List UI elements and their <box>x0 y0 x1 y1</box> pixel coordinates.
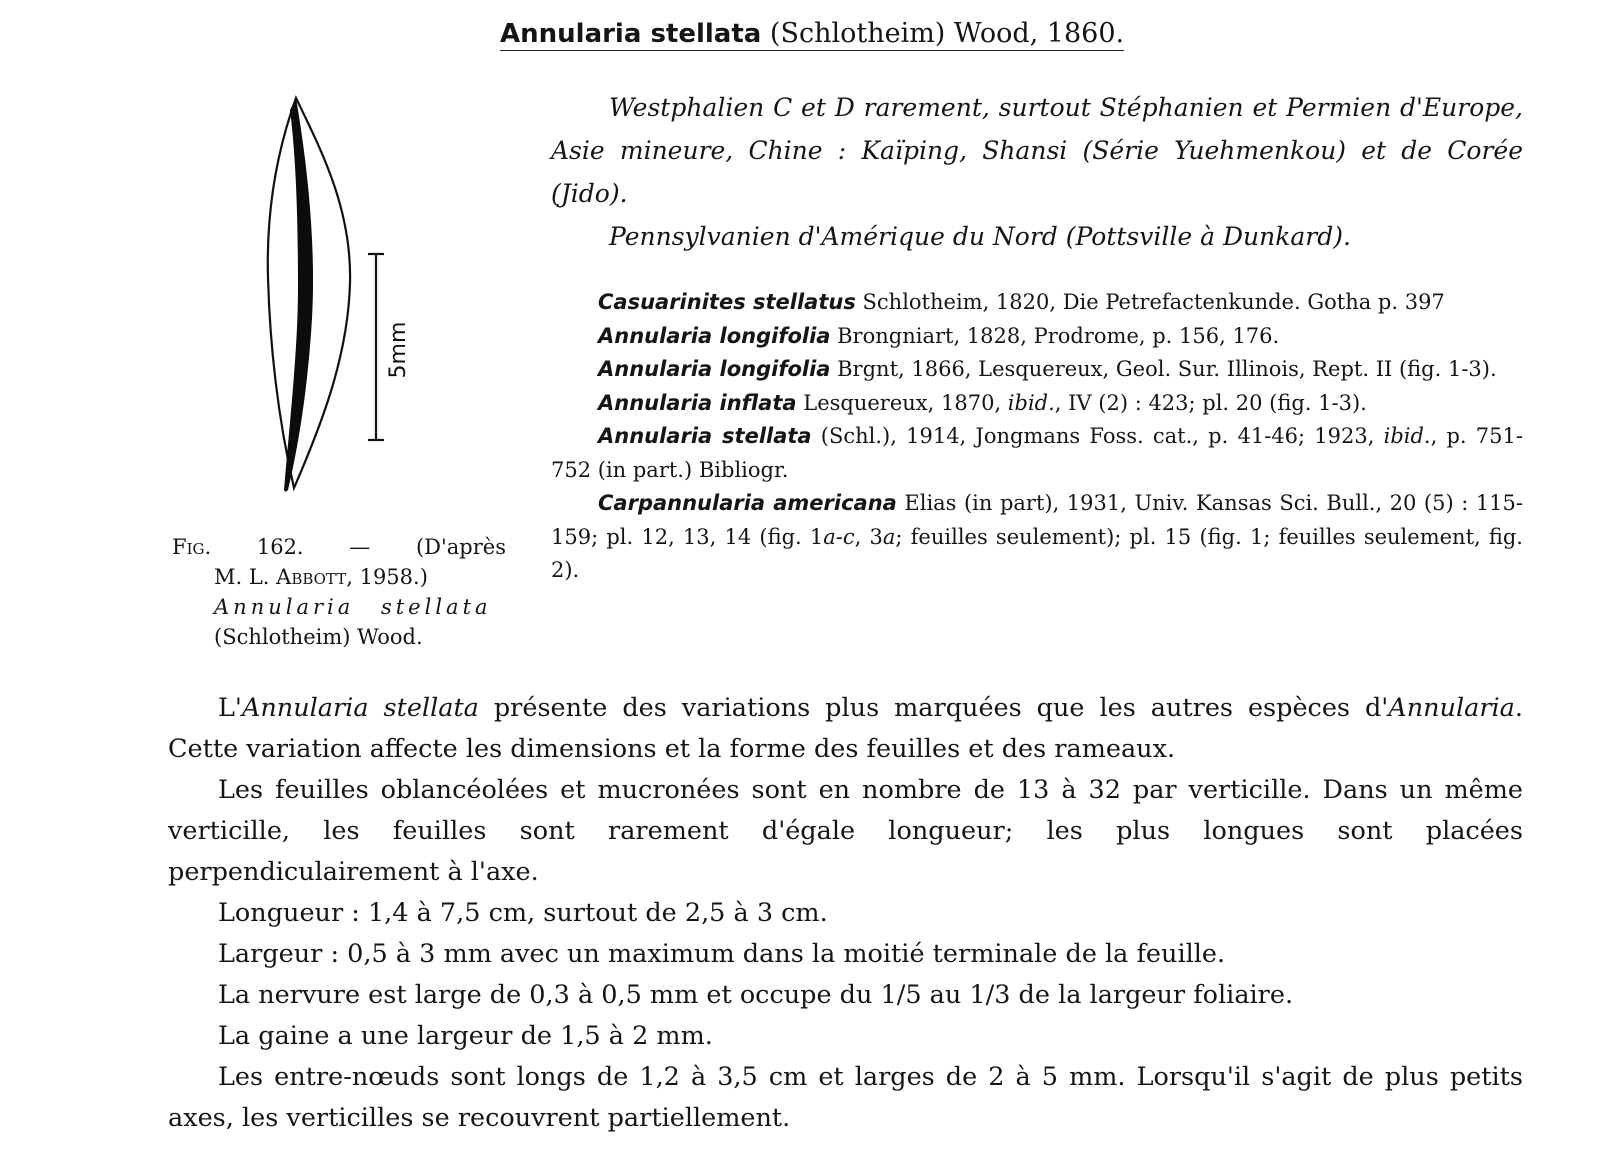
leaf-midrib <box>284 98 313 492</box>
body-genus-name: Annularia <box>1388 693 1515 723</box>
caption-year: , 1958.) <box>346 565 428 589</box>
body-paragraph: Longueur : 1,4 à 7,5 cm, surtout de 2,5 à 3 cm. <box>218 898 828 928</box>
stratigraphic-range <box>551 86 1523 258</box>
synonym-reference: Elias (in part), 1931, Univ. Kansas Sci. Bull., 20 (5) : 115-159; pl. 12, 13, 14 (fig. 1 <box>551 491 1523 549</box>
synonym-ibid: ibid. <box>1383 424 1431 448</box>
body-species-name: Annularia stellata <box>241 693 479 723</box>
synonym-reference: ; feuilles seulement); pl. 15 (fig. 1; feuilles seulement, fig. 2). <box>551 524 1523 582</box>
caption-species: stellata <box>380 595 492 619</box>
caption-fig-label: Fig. <box>172 535 212 559</box>
caption-line-4: (Schlotheim) Wood. <box>214 625 423 649</box>
synonym-entry <box>551 387 1523 421</box>
caption-author: M. L. Abbott <box>214 565 347 589</box>
synonym-reference: , IV (2) : 423; pl. 20 (fig. 1-3). <box>1054 390 1367 415</box>
synonym-name: Carpannularia americana <box>598 491 897 515</box>
synonym-reference: Brgnt, 1866, Lesquereux, Geol. Sur. Illinois, Rept. II (fig. 1-3). <box>830 357 1497 381</box>
synonym-fig-letters: a-c <box>823 524 855 549</box>
synonym-reference: (Schl.), 1914, Jongmans Foss. cat., p. 41-46; 1923, <box>811 424 1384 448</box>
body-text: présente des variations plus marquées que les autres espèces d' <box>478 693 1389 723</box>
strat-line: Pennsylvanien d'Amérique du Nord (Pottsville à Dunkard). <box>609 222 1351 251</box>
synonym-entry <box>551 320 1523 354</box>
body-paragraph: La gaine a une largeur de 1,5 à 2 mm. <box>218 1021 713 1051</box>
scale-label: 5mm <box>386 321 411 379</box>
synonym-name: Annularia inflata <box>598 390 797 415</box>
figure-caption <box>172 532 506 652</box>
species-title <box>500 18 1124 51</box>
synonym-entry <box>551 420 1523 487</box>
synonym-reference: , p. 751-752 (in part.) Bibliogr. <box>551 424 1523 482</box>
caption-genus: Annularia <box>214 595 355 619</box>
body-paragraph: Les entre-nœuds sont longs de 1,2 à 3,5 cm et larges de 2 à 5 mm. Lorsqu'il s'agit de plus petits axes, les verticilles se recouvrent partiellement. <box>168 1062 1523 1133</box>
body-paragraph <box>168 688 1523 770</box>
caption-line-3 <box>172 592 506 622</box>
synonym-name: Annularia longifolia <box>598 357 831 381</box>
synonym-reference: Schlotheim, 1820, Die Petrefactenkunde. Gotha p. 397 <box>855 290 1445 314</box>
title-authority: (Schlotheim) Wood, 1860. <box>769 18 1125 49</box>
strat-line: Westphalien C et D rarement, surtout Stéphanien et Permien d'Europe, Asie mineure, Chine : Kaïping, Shansi (Série Yuehmenkou) et de Corée (Jido). <box>551 93 1523 208</box>
body-paragraph: Les feuilles oblancéolées et mucronées sont en nombre de 13 à 32 par verticille. Dans un même verticille, les feuilles sont rarement d'égale longueur; les plus longues sont placées perpendiculairement à l'axe. <box>168 775 1523 887</box>
body-text: . Cette variation affecte les dimensions et la forme des feuilles et des rameaux. <box>168 693 1523 764</box>
synonym-entry <box>551 353 1523 387</box>
synonym-name: Casuarinites stellatus <box>598 290 856 314</box>
synonym-ibid: ibid. <box>1007 390 1055 415</box>
body-paragraph: La nervure est large de 0,3 à 0,5 mm et occupe du 1/5 au 1/3 de la largeur foliaire. <box>218 980 1294 1010</box>
synonym-reference: Lesquereux, 1870, <box>796 390 1008 415</box>
body-paragraph: Largeur : 0,5 à 3 mm avec un maximum dans la moitié terminale de la feuille. <box>218 939 1226 969</box>
synonym-name: Annularia stellata <box>598 424 812 448</box>
synonym-fig-letters: a <box>882 524 896 549</box>
description-body <box>168 688 1523 1139</box>
synonym-entry <box>551 286 1523 320</box>
synonym-name: Annularia longifolia <box>598 323 831 348</box>
caption-fig-number: 162. — (D'après <box>256 535 506 559</box>
body-text: L' <box>218 693 242 723</box>
synonym-reference: , 3 <box>854 524 883 549</box>
caption-line-2 <box>172 562 506 592</box>
caption-line-1 <box>172 532 506 562</box>
synonym-entry <box>551 487 1523 588</box>
title-species: Annularia stellata <box>500 19 762 49</box>
leaf-figure <box>260 88 420 508</box>
synonym-reference: Brongniart, 1828, Prodrome, p. 156, 176. <box>830 323 1280 348</box>
synonymy-list <box>551 286 1523 588</box>
